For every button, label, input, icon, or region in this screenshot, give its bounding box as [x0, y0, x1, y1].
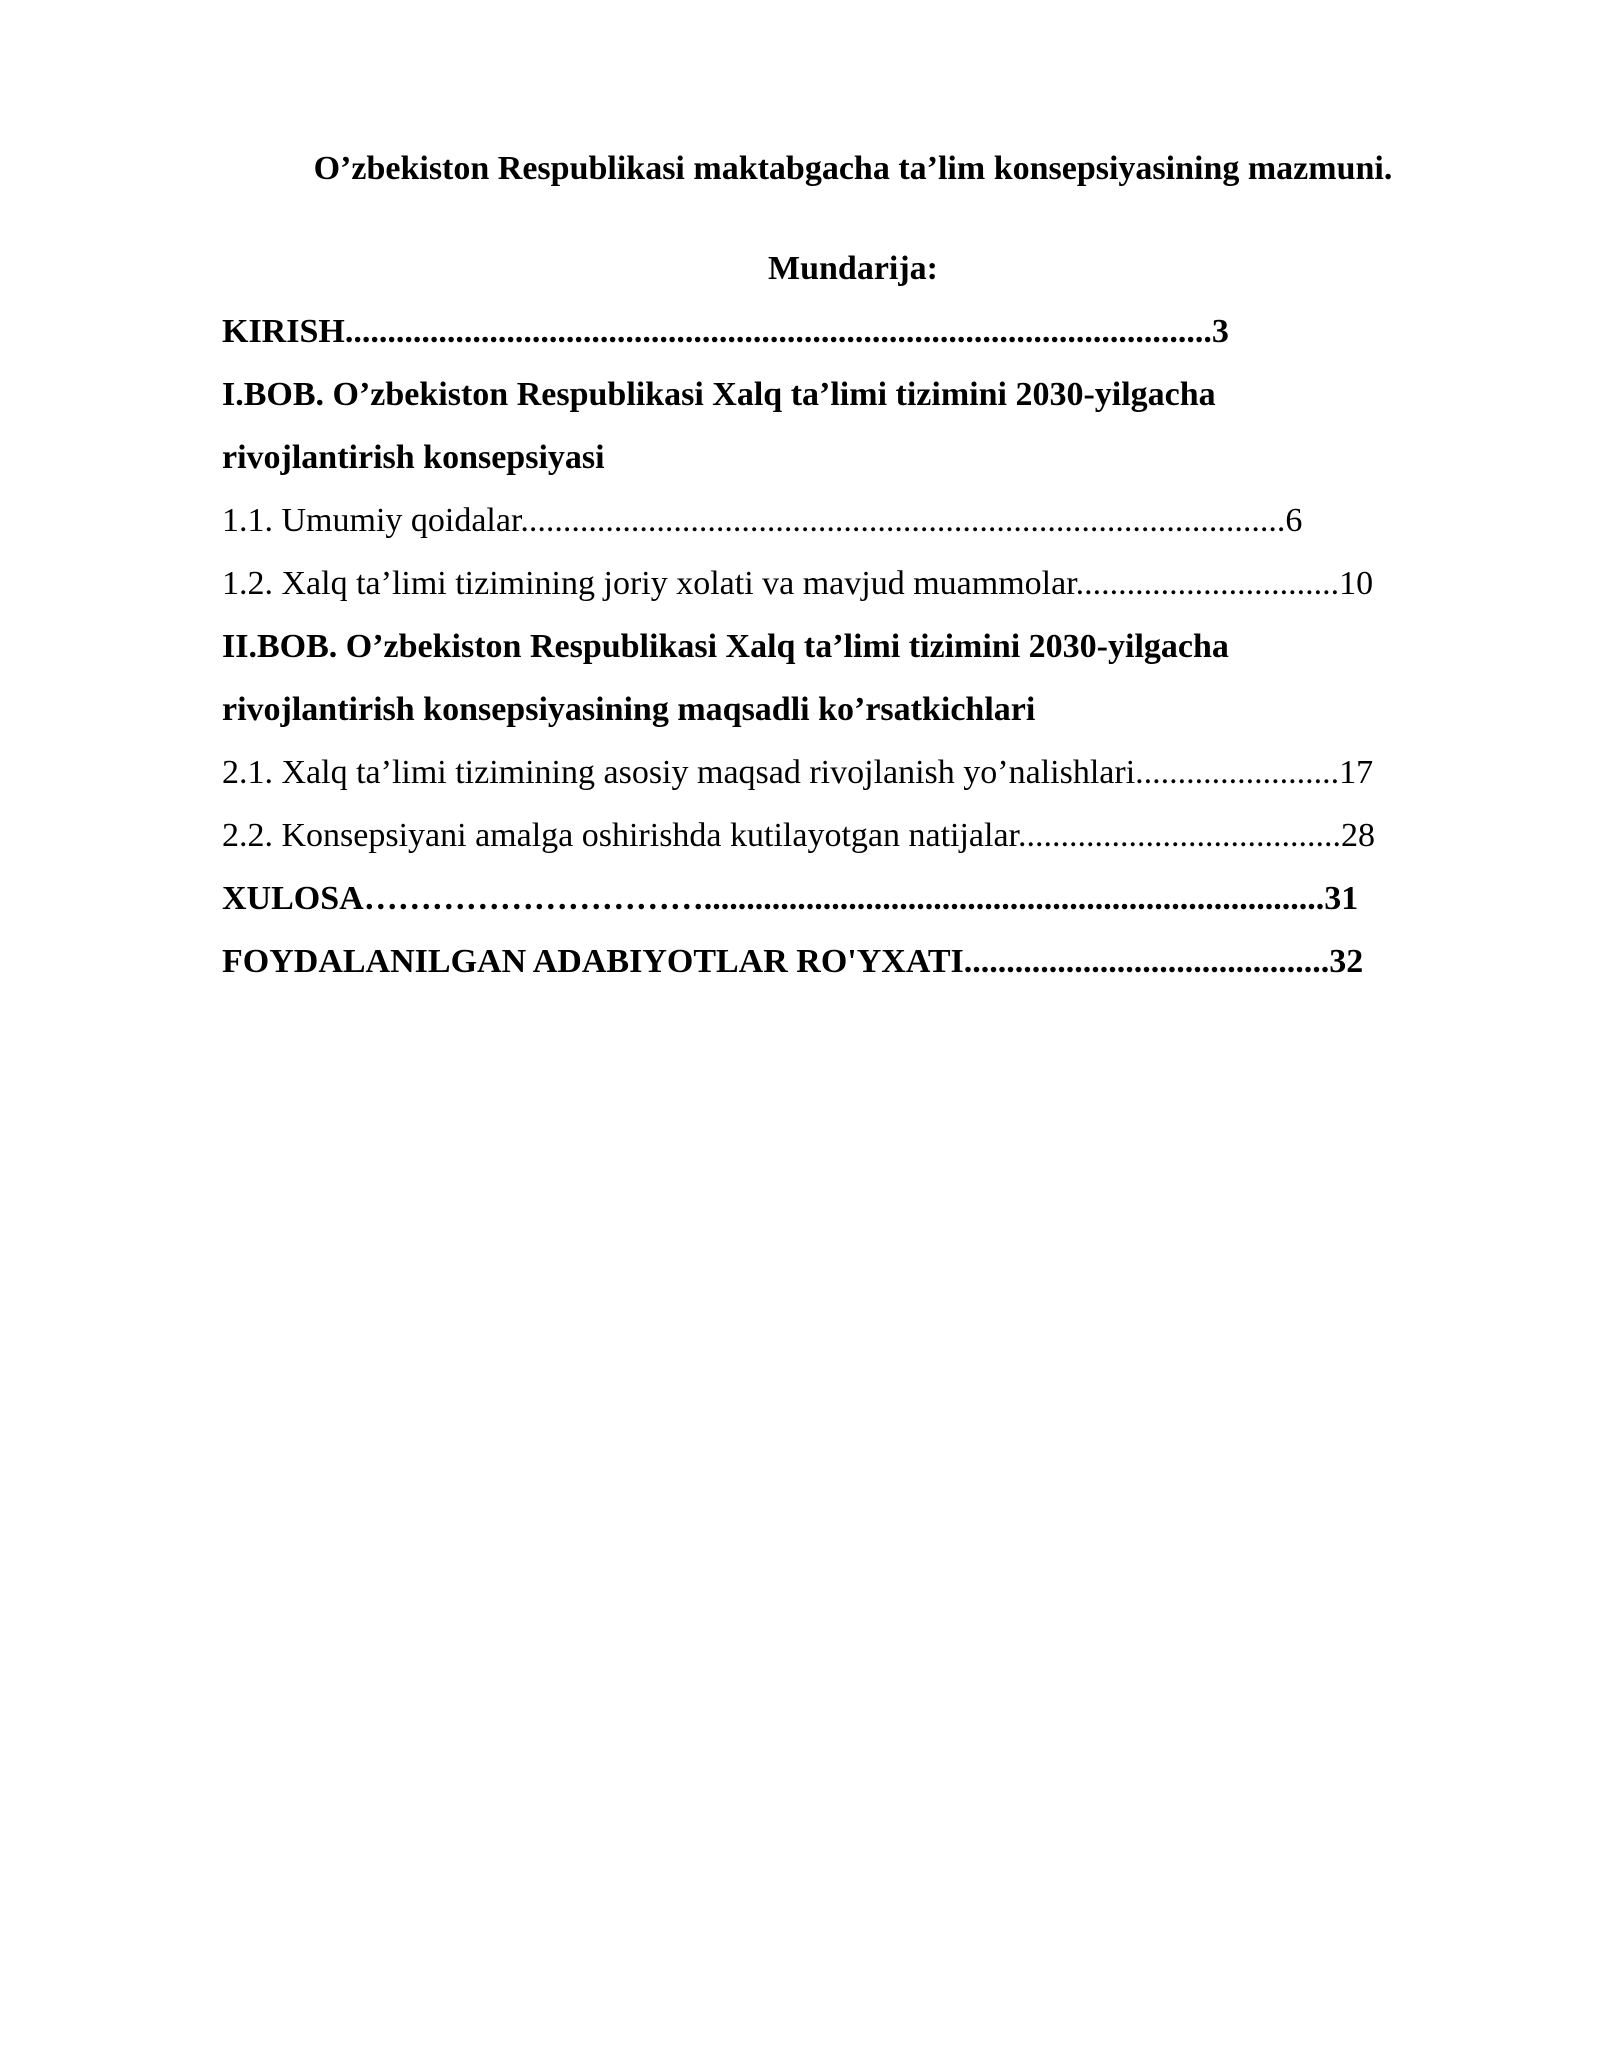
toc-entry-label: 2.1. Xalq ta’limi tizimining asosiy maqsad rivojlanish yo’nalishlari	[222, 754, 1136, 791]
toc-entry-2-1[interactable]	[222, 753, 1468, 816]
toc-entry-xulosa[interactable]	[222, 879, 1476, 942]
toc-entry-chapter-1-line-1[interactable]	[222, 375, 1484, 438]
toc-entry-label: KIRISH	[222, 313, 345, 350]
toc-entry-page: 6	[1285, 502, 1303, 539]
toc-entry-label: I.BOB. O’zbekiston Respublikasi Xalq ta’limi tizimini 2030-yilgacha	[222, 376, 1216, 413]
toc-entry-page: 28	[1341, 817, 1375, 854]
toc-entry-leader: ...........................................	[963, 943, 1330, 980]
document-title: O’zbekiston Respublikasi maktabgacha ta’lim konsepsiyasining mazmuni.	[313, 150, 1393, 187]
toc-entry-leader: ………………………….........................................................................	[363, 880, 1325, 917]
toc-entry-leader: ......................................	[1018, 817, 1341, 854]
toc-entry-leader: ........................	[1135, 754, 1340, 791]
toc-entry-bibliography[interactable]	[222, 942, 1476, 1005]
toc-entry-label: II.BOB. O’zbekiston Respublikasi Xalq ta’limi tizimini 2030-yilgacha	[222, 628, 1229, 665]
toc-entry-label: rivojlantirish konsepsiyasi	[222, 439, 605, 476]
table-of-contents	[222, 312, 1484, 1005]
toc-entry-1-2[interactable]	[222, 564, 1466, 627]
toc-heading: Mundarija:	[768, 250, 938, 287]
toc-entry-page: 31	[1324, 880, 1359, 917]
toc-entry-leader: ..........................................................................................	[520, 502, 1286, 539]
toc-entry-label: rivojlantirish konsepsiyasining maqsadli ko’rsatkichlari	[222, 691, 1036, 728]
toc-entry-chapter-2-line-1[interactable]	[222, 627, 1484, 690]
toc-entry-chapter-1-line-2[interactable]	[222, 438, 1484, 501]
toc-entry-page: 3	[1211, 313, 1229, 350]
toc-entry-page: 32	[1329, 943, 1364, 980]
toc-entry-label: XULOSA	[222, 880, 364, 917]
toc-entry-1-1[interactable]	[222, 501, 1458, 564]
toc-entry-label: 1.2. Xalq ta’limi tizimining joriy xolati va mavjud muammolar	[222, 565, 1076, 602]
toc-entry-page: 10	[1339, 565, 1374, 602]
toc-entry-label: FOYDALANILGAN ADABIYOTLAR RO'YXATI	[222, 943, 964, 980]
toc-entry-label: 2.2. Konsepsiyani amalga oshirishda kutilayotgan natijalar	[222, 817, 1018, 854]
toc-entry-leader: ......................................................................................................	[344, 313, 1212, 350]
toc-entry-2-2[interactable]	[222, 816, 1476, 879]
toc-entry-chapter-2-line-2[interactable]	[222, 690, 1484, 753]
toc-entry-label: 1.1. Umumiy qoidalar	[222, 502, 521, 539]
toc-entry-page: 17	[1339, 754, 1374, 791]
toc-entry-leader: ...............................	[1075, 565, 1340, 602]
toc-entry-kirish[interactable]	[222, 312, 1458, 375]
